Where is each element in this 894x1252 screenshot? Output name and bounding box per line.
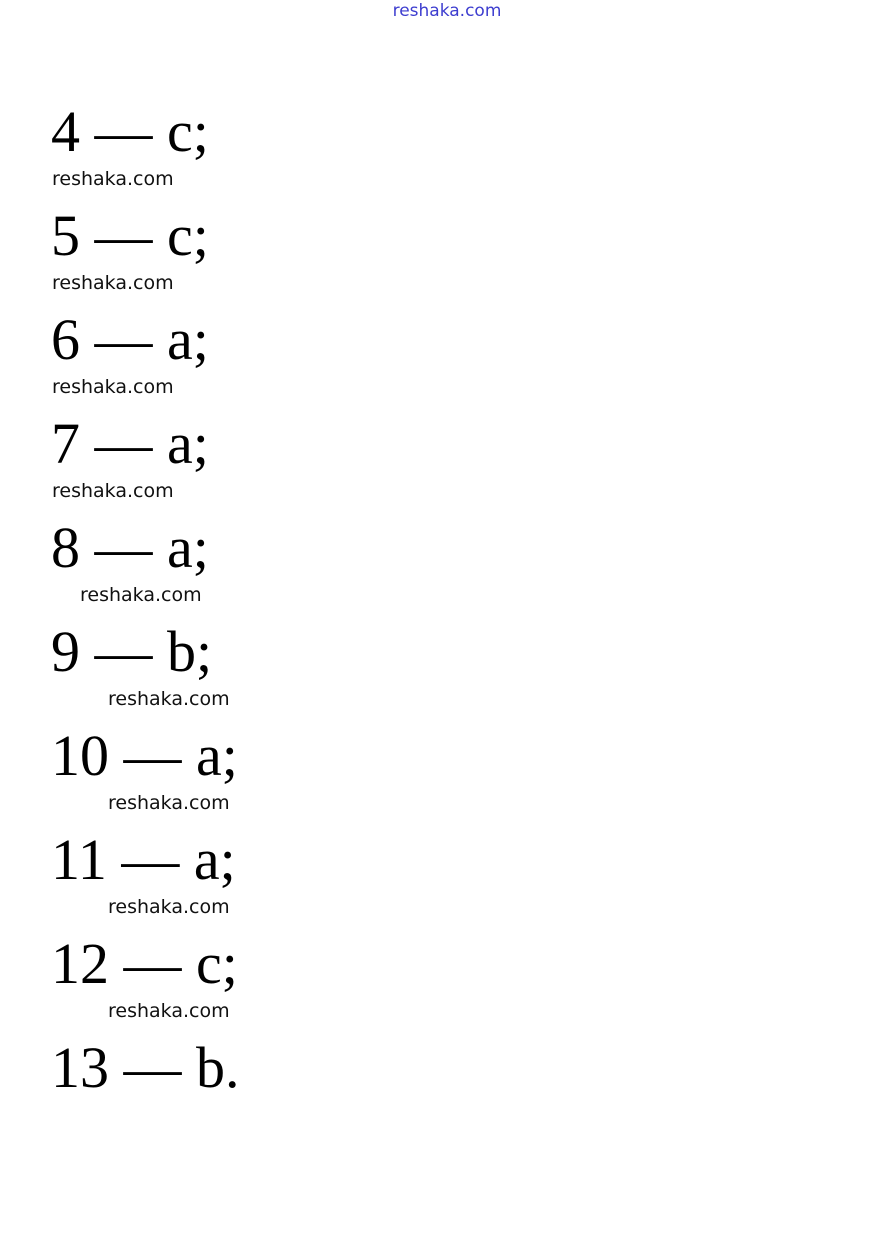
answer-line: 11 — a;	[51, 827, 236, 892]
answer-line: 6 — a;	[51, 307, 209, 372]
watermark-text: reshaka.com	[52, 480, 174, 502]
answer-line: 12 — c;	[51, 931, 238, 996]
answer-line: 5 — c;	[51, 203, 209, 268]
watermark-text: reshaka.com	[108, 792, 230, 814]
answer-line: 13 — b.	[51, 1035, 240, 1100]
watermark-text: reshaka.com	[52, 376, 174, 398]
watermark-text: reshaka.com	[80, 584, 202, 606]
answer-line: 7 — a;	[51, 411, 209, 476]
answer-line: 10 — a;	[51, 723, 238, 788]
watermark-text: reshaka.com	[108, 688, 230, 710]
answer-line: 9 — b;	[51, 619, 213, 684]
answer-line: 8 — a;	[51, 515, 209, 580]
watermark-text: reshaka.com	[108, 1000, 230, 1022]
answer-line: 4 — c;	[51, 99, 209, 164]
watermark-text: reshaka.com	[52, 272, 174, 294]
site-link-header[interactable]: reshaka.com	[392, 1, 502, 21]
watermark-text: reshaka.com	[52, 168, 174, 190]
watermark-text: reshaka.com	[108, 896, 230, 918]
